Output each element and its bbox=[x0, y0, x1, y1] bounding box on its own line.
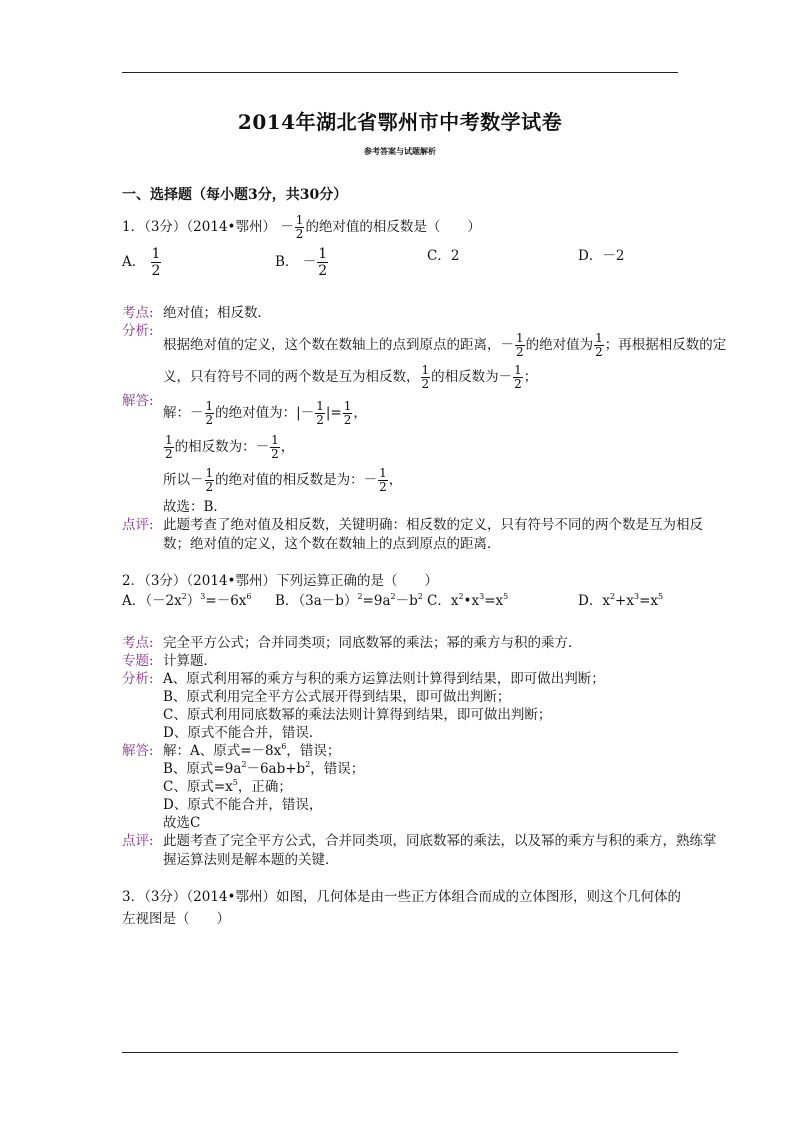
q2-stem: 2．（3分）（2014•鄂州）下列运算正确的是（ ） bbox=[122, 573, 438, 589]
fraction: $\frac{1}{2}$ bbox=[295, 213, 304, 241]
q2-fenxi-1: A、原式利用幂的乘方与积的乘方运算法则计算得到结果，即可做出判断； bbox=[163, 671, 605, 687]
q1-option-c: C．2 bbox=[427, 248, 460, 264]
q1-kaodian: 绝对值；相反数． bbox=[163, 305, 271, 321]
fraction: $\frac{1}{2}$ bbox=[379, 466, 387, 494]
q1-jieda-line1: 解：－ $\frac{1}{2}$ 的绝对值为：|－ $\frac{1}{2}$ |= $\frac{1}{2}$ ， bbox=[163, 399, 367, 427]
fraction: $\frac{1}{2}$ bbox=[514, 363, 522, 391]
q2-jieda-label: 解答: bbox=[122, 743, 154, 759]
q2-option-d: D．$x^2+x^3=x^5$ bbox=[578, 592, 664, 609]
q3-stem-line1: 3．（3分）（2014•鄂州）如图，几何体是由一些正方体组合而成的立体图形，则这个几何体的 bbox=[122, 889, 681, 905]
q2-jieda-3: C、原式$=x^5$，正确； bbox=[163, 778, 292, 795]
fraction: $\frac{1}{2}$ bbox=[205, 399, 214, 427]
q2-jieda-4: D、原式不能合并，错误， bbox=[163, 797, 323, 813]
q2-option-c: C．$x^2•x^3=x^5$ bbox=[427, 592, 509, 609]
q1-option-d: D．－2 bbox=[578, 248, 625, 264]
q1-dianping: 此题考查了绝对值及相反数，关键明确：相反数的定义，只有符号不同的两个数是互为相反数；绝对值的定义，这个数在数轴上的点到原点的距离． bbox=[163, 517, 703, 552]
q2-option-b: B．$(3a-b)^2=9a^2-b^2$ bbox=[275, 592, 423, 609]
q1-jieda-label: 解答: bbox=[122, 393, 154, 409]
q2-kaodian: 完全平方公式；合并同类项；同底数幂的乘法；幂的乘方与积的乘方． bbox=[163, 635, 582, 651]
q2-dianping-label: 点评: bbox=[122, 833, 154, 849]
q1-jieda-line2: $\frac{1}{2}$ 的相反数为：－ $\frac{1}{2}$ ， bbox=[165, 433, 295, 461]
fraction: $\frac{1}{2}$ bbox=[421, 363, 430, 391]
q1-fenxi-line2: 义，只有符号不同的两个数是互为相反数， $\frac{1}{2}$ 的相反数为－ $\frac{1}{2}$ ； bbox=[163, 363, 538, 391]
q1-fenxi-line1: 根据绝对值的定义，这个数在数轴上的点到原点的距离，－ $\frac{1}{2}$ 的绝对值为 $\frac{1}{2}$ ；再根据相反数的定 bbox=[163, 331, 727, 359]
page-title: 2014年湖北省鄂州市中考数学试卷 bbox=[237, 110, 563, 134]
fraction: $\frac{1}{2}$ bbox=[271, 433, 279, 461]
q2-jieda-5: 故选C bbox=[163, 815, 201, 831]
q2-fenxi-2: B、原式利用完全平方公式展开得到结果，即可做出判断； bbox=[163, 689, 511, 705]
q2-jieda-1: 解：A、原式$=-8x^6$，错误； bbox=[163, 742, 341, 759]
fraction: $\frac{1}{2}$ bbox=[595, 331, 603, 359]
fraction: $\frac{1}{2}$ bbox=[318, 246, 328, 279]
q3-stem-line2: 左视图是（ ） bbox=[122, 911, 230, 927]
q2-fenxi-label: 分析: bbox=[122, 671, 154, 687]
q1-option-a: A． $\frac{1}{2}$ bbox=[122, 246, 161, 279]
q2-jieda-2: B、原式$=9a^2-6ab+b^2$，错误； bbox=[163, 760, 365, 777]
q1-stem: 1．（3分）（2014•鄂州） － $\frac{1}{2}$ 的绝对值的相反数是（ ） bbox=[122, 213, 481, 241]
q2-zhuanti: 计算题． bbox=[163, 653, 217, 669]
q1-jieda-line4: 故选：B． bbox=[163, 499, 227, 515]
section-heading: 一、选择题（每小题3分，共30分） bbox=[122, 187, 348, 203]
bottom-rule bbox=[122, 1052, 678, 1053]
page-subtitle: 参考答案与试题解析 bbox=[364, 146, 436, 156]
q1-jieda-line3: 所以－ $\frac{1}{2}$ 的绝对值的相反数是为：－ $\frac{1}{2}$ ， bbox=[163, 466, 403, 494]
top-rule bbox=[122, 72, 678, 73]
q2-fenxi-3: C、原式利用同底数幂的乘法法则计算得到结果，即可做出判断； bbox=[163, 707, 552, 723]
fraction: $\frac{1}{2}$ bbox=[205, 466, 214, 494]
q1-dianping-label: 点评: bbox=[122, 517, 154, 533]
fraction: $\frac{1}{2}$ bbox=[316, 399, 324, 427]
q2-kaodian-label: 考点: bbox=[122, 635, 154, 651]
fraction: $\frac{1}{2}$ bbox=[165, 433, 173, 461]
fraction: $\frac{1}{2}$ bbox=[343, 399, 352, 427]
q2-option-a: A．$(-2x^2)^3=-6x^6$ bbox=[122, 592, 252, 609]
fraction: $\frac{1}{2}$ bbox=[151, 246, 161, 279]
q1-option-b: B． － $\frac{1}{2}$ bbox=[275, 246, 328, 279]
fraction: $\frac{1}{2}$ bbox=[516, 331, 524, 359]
q1-fenxi-label: 分析: bbox=[122, 323, 154, 339]
q1-kaodian-label: 考点: bbox=[122, 305, 154, 321]
q2-dianping: 此题考查了完全平方公式，合并同类项，同底数幂的乘法，以及幂的乘方与积的乘方，熟练掌握运算法则是解本题的关键． bbox=[163, 833, 717, 868]
q2-zhuanti-label: 专题: bbox=[122, 653, 154, 669]
q2-fenxi-4: D、原式不能合并，错误． bbox=[163, 725, 323, 741]
